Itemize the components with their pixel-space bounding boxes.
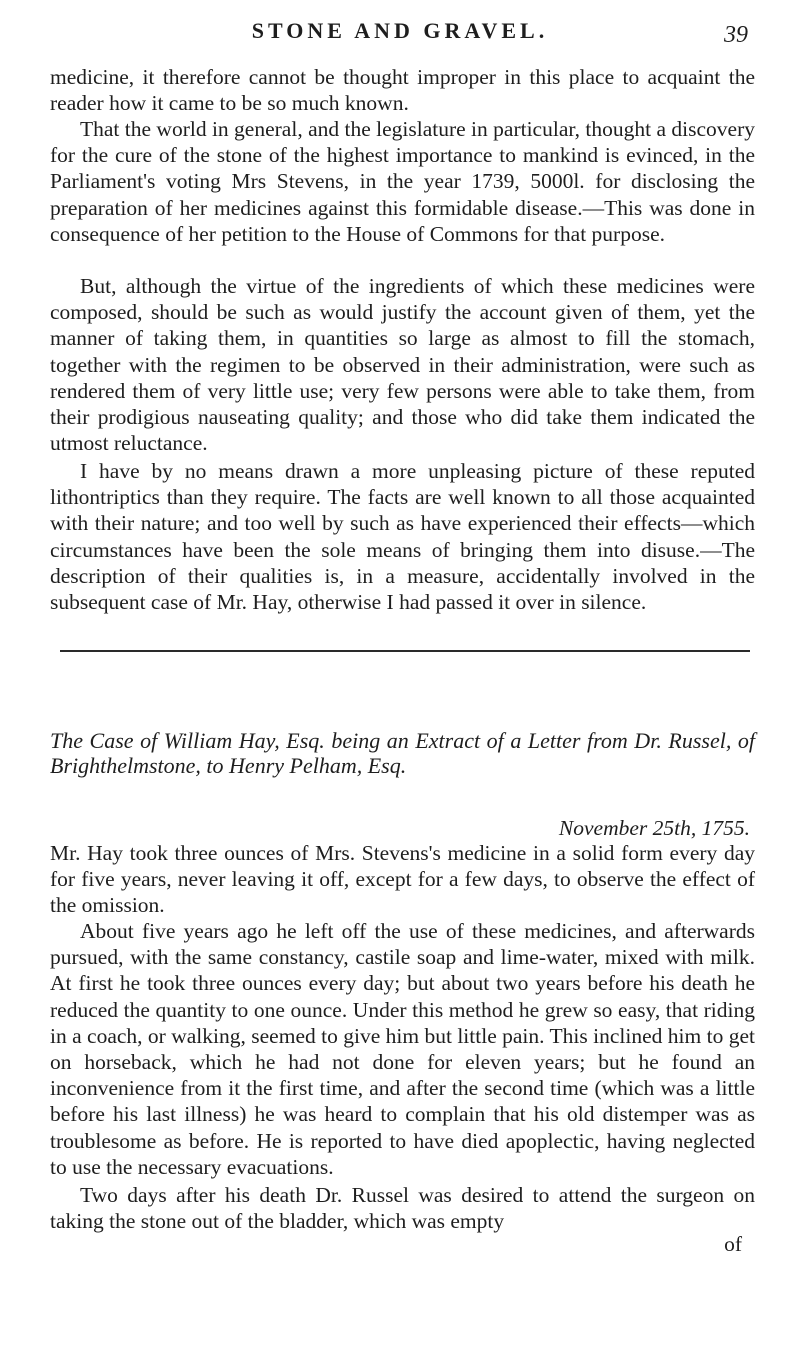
case-paragraph: Mr. Hay took three ounces of Mrs. Stevens's medicine in a solid form every day for five years, never leaving it off, except for a few days, to observe the effect of the omission. xyxy=(50,841,755,918)
running-head xyxy=(0,14,800,50)
catchword: of xyxy=(724,1232,742,1256)
letter-date: November 25th, 1755. xyxy=(558,816,750,840)
body-paragraph: But, although the virtue of the ingredients of which these medicines were composed, should be such as would justify the account given of them, yet the manner of taking them, in quantities so large as almost to fill the stomach, together with the regimen to be observed in their administration, were such as rendered them of very little use; very few persons were able to take them, from their prodigious nauseating quality; and those who did take them indicated the utmost reluctance. xyxy=(50,274,755,456)
body-paragraph: medicine, it therefore cannot be thought improper in this place to acquaint the reader how it came to be so much known. xyxy=(50,65,755,116)
running-title: STONE AND GRAVEL. xyxy=(251,18,549,43)
case-paragraph: Two days after his death Dr. Russel was desired to attend the surgeon on taking the stone out of the bladder, which was empty xyxy=(50,1183,755,1234)
page-number: 39 xyxy=(724,22,748,48)
case-paragraph: About five years ago he left off the use of these medicines, and afterwards pursued, with the same constancy, castile soap and lime-water, mixed with milk. At first he took three ounces every day; but about two years before his death he reduced the quantity to one ounce. Under this method he grew so easy, that riding in a coach, or walking, seemed to give him but little pain. This inclined him to get on horseback, which he had not done for eleven years; but he found an inconvenience from it the first time, and after the second time (which was a little before his last illness) he was heard to complain that his old distemper was as troublesome as before. He is reported to have died apoplectic, having neglected to use the necessary evacuations. xyxy=(50,919,755,1179)
section-divider xyxy=(60,650,750,652)
case-heading: The Case of William Hay, Esq. being an Extract of a Letter from Dr. Russel, of Brighthelmstone, to Henry Pelham, Esq. xyxy=(50,728,755,778)
body-paragraph: That the world in general, and the legislature in particular, thought a discovery for the cure of the stone of the highest importance to mankind is evinced, in the Parliament's voting Mrs Stevens, in the year 1739, 5000l. for disclosing the preparation of her medicines against this formidable disease.—This was done in consequence of her petition to the House of Commons for that purpose. xyxy=(50,117,755,246)
body-paragraph: I have by no means drawn a more unpleasing picture of these reputed lithontriptics than they require. The facts are well known to all those acquainted with their nature; and too well by such as have experienced their effects—which circumstances have been the sole means of bringing them into disuse.—The description of their qualities is, in a measure, accidentally involved in the subsequent case of Mr. Hay, otherwise I had passed it over in silence. xyxy=(50,459,755,615)
